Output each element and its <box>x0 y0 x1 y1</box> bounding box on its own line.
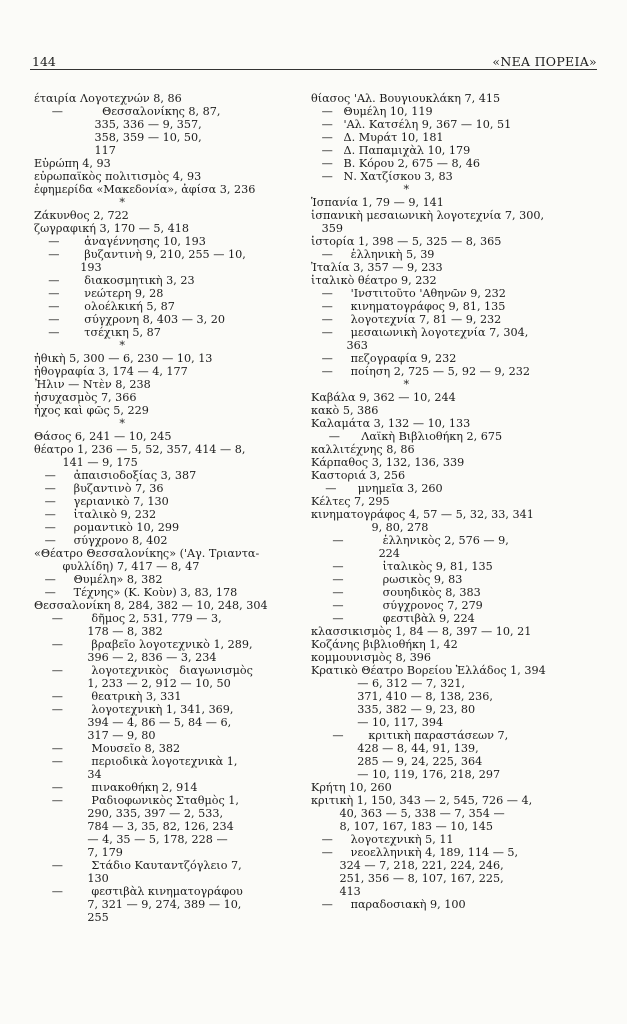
index-entry-line: Ἦλιν — Ντὲν 8, 238 <box>34 378 151 391</box>
index-entry-line: 324 — 7, 218, 221, 224, 246, <box>311 859 504 872</box>
index-entry-line: — Στάδιο Καυταντζόγλειο 7, <box>34 859 242 872</box>
index-entry-line: 428 — 8, 44, 91, 139, <box>311 742 479 755</box>
index-entry-line: Κρατικὸ Θέατρο Βορείου Ἑλλάδος 1, 394 <box>311 664 546 677</box>
index-entry-line: — Ν. Χατζίσκου 3, 83 <box>311 170 453 183</box>
index-entry-line: — λογοτεχνικὸς διαγωνισμὸς <box>34 664 253 677</box>
index-entry-line: εὐρωπαϊκὸς πολιτισμὸς 4, 93 <box>34 170 202 183</box>
index-entry-line: Ἱσπανία 1, 79 — 9, 141 <box>311 196 444 209</box>
index-entry-line: — νεώτερη 9, 28 <box>34 287 164 300</box>
header-rule <box>30 69 597 70</box>
index-entry-line: — ρωσικὸς 9, 83 <box>311 573 463 586</box>
index-entry-line: 285 — 9, 24, 225, 364 <box>311 755 483 768</box>
index-entry-line: θίασος 'Αλ. Βουγιουκλάκη 7, 415 <box>311 92 501 105</box>
running-title: «ΝΕΑ ΠΟΡΕΙΑ» <box>492 54 597 69</box>
index-entry-line: 251, 356 — 8, 107, 167, 225, <box>311 872 504 885</box>
index-entry-line: 34 <box>34 768 102 781</box>
index-entry-line: — βραβεῖο λογοτεχνικὸ 1, 289, <box>34 638 253 651</box>
index-entry-line: ἰταλικὸ θέατρο 9, 232 <box>311 274 437 287</box>
index-entry-line: — φεστιβὰλ 9, 224 <box>311 612 475 625</box>
index-entry-line: — διακοσμητικὴ 3, 23 <box>34 274 195 287</box>
index-entry-line: 335, 336 — 9, 357, <box>34 118 202 131</box>
index-entry-line: ἦχος καὶ φῶς 5, 229 <box>34 404 149 417</box>
index-entry-line: ἠθικὴ 5, 300 — 6, 230 — 10, 13 <box>34 352 213 365</box>
index-entry-line: 193 <box>34 261 102 274</box>
index-entry-line: Καστοριά 3, 256 <box>311 469 406 482</box>
index-entry-line: 117 <box>34 144 116 157</box>
index-entry-line: 363 <box>311 339 368 352</box>
index-entry-line: — 4, 35 — 5, 178, 228 — <box>34 833 228 846</box>
index-entry-line: ἠθογραφία 3, 174 — 4, 177 <box>34 365 188 378</box>
index-entry-line: Ζάκυνθος 2, 722 <box>34 209 129 222</box>
index-entry-line: ἱσπανικὴ μεσαιωνικὴ λογοτεχνία 7, 300, <box>311 209 545 222</box>
index-entry-line: — Τέχνης» (Κ. Κοὺν) 3, 83, 178 <box>34 586 238 599</box>
index-entry-line: — ἀναγέννησης 10, 193 <box>34 235 206 248</box>
index-entry-line: 9, 80, 278 <box>311 521 429 534</box>
index-entry-line: 394 — 4, 86 — 5, 84 — 6, <box>34 716 232 729</box>
section-separator: * <box>311 183 410 196</box>
index-entry-line: 359 <box>311 222 344 235</box>
index-entry-line: — λογοτεχνία 7, 81 — 9, 232 <box>311 313 502 326</box>
index-entry-line: — Ραδιοφωνικὸς Σταθμὸς 1, <box>34 794 239 807</box>
index-entry-line: — Θεσσαλονίκης 8, 87, <box>34 105 221 118</box>
index-entry-line: — τσέχικη 5, 87 <box>34 326 161 339</box>
index-entry-line: — Β. Κόρου 2, 675 — 8, 46 <box>311 157 480 170</box>
index-entry-line: 8, 107, 167, 183 — 10, 145 <box>311 820 493 833</box>
index-entry-line: — ἰταλικὸς 9, 81, 135 <box>311 560 493 573</box>
index-entry-line: — 10, 117, 394 <box>311 716 444 729</box>
index-entry-line: — Λαϊκὴ Βιβλιοθήκη 2, 675 <box>311 430 503 443</box>
index-entry-line: — περιοδικὰ λογοτεχνικὰ 1, <box>34 755 238 768</box>
index-entry-line: 317 — 9, 80 <box>34 729 156 742</box>
index-entry-line: ζωγραφική 3, 170 — 5, 418 <box>34 222 189 235</box>
index-entry-line: — ἑλληνικὸς 2, 576 — 9, <box>311 534 509 547</box>
index-entry-line: — θεατρικὴ 3, 331 <box>34 690 182 703</box>
index-entry-line: κλασσικισμὸς 1, 84 — 8, 397 — 10, 21 <box>311 625 532 638</box>
index-entry-line: — ποίηση 2, 725 — 5, 92 — 9, 232 <box>311 365 530 378</box>
index-entry-line: — ἀπαισιοδοξίας 3, 387 <box>34 469 197 482</box>
index-entry-line: 141 — 9, 175 <box>34 456 138 469</box>
index-entry-line: 130 <box>34 872 109 885</box>
index-entry-line: — πινακοθήκη 2, 914 <box>34 781 198 794</box>
index-entry-line: — μνημεῖα 3, 260 <box>311 482 443 495</box>
page-header <box>30 54 597 74</box>
index-entry-line: κινηματογράφος 4, 57 — 5, 32, 33, 341 <box>311 508 534 521</box>
section-separator: * <box>34 417 125 430</box>
index-entry-line: — σύγχρονη 8, 403 — 3, 20 <box>34 313 225 326</box>
index-entry-line: 290, 335, 397 — 2, 533, <box>34 807 224 820</box>
index-entry-line: — 'Ινστιτοῦτο 'Αθηνῶν 9, 232 <box>311 287 506 300</box>
index-entry-line: — 10, 119, 176, 218, 297 <box>311 768 501 781</box>
index-entry-line: ἱστορία 1, 398 — 5, 325 — 8, 365 <box>311 235 502 248</box>
index-entry-line: Κάρπαθος 3, 132, 136, 339 <box>311 456 465 469</box>
index-entry-line: Κοζάνης βιβλιοθήκη 1, 42 <box>311 638 458 651</box>
index-entry-line: 413 <box>311 885 361 898</box>
index-entry-line: — ἰταλικὸ 9, 232 <box>34 508 157 521</box>
index-entry-line: «Θέατρο Θεσσαλονίκης» ('Αγ. Τριαντα- <box>34 547 260 560</box>
index-entry-line: 7, 321 — 9, 274, 389 — 10, <box>34 898 242 911</box>
index-entry-line: — γεριανικὸ 7, 130 <box>34 495 169 508</box>
index-entry-line: έταιρία Λογοτεχνών 8, 86 <box>34 92 182 105</box>
index-entry-line: — πεζογραφία 9, 232 <box>311 352 457 365</box>
index-entry-line: — 'Αλ. Κατσέλη 9, 367 — 10, 51 <box>311 118 512 131</box>
section-separator: * <box>34 339 125 352</box>
index-entry-line: — ἑλληνικὴ 5, 39 <box>311 248 435 261</box>
index-column-right <box>311 92 593 911</box>
index-entry-line: κομμουνισμὸς 8, 396 <box>311 651 432 664</box>
index-entry-line: — σύγχρονο 8, 402 <box>34 534 168 547</box>
index-entry-line: Εὐρώπη 4, 93 <box>34 157 111 170</box>
index-entry-line: Καλαμάτα 3, 132 — 10, 133 <box>311 417 471 430</box>
index-entry-line: — φεστιβὰλ κινηματογράφου <box>34 885 243 898</box>
index-entry-line: 358, 359 — 10, 50, <box>34 131 202 144</box>
index-entry-line: Θάσος 6, 241 — 10, 245 <box>34 430 172 443</box>
index-entry-line: 371, 410 — 8, 138, 236, <box>311 690 493 703</box>
index-entry-line: Καβάλα 9, 362 — 10, 244 <box>311 391 456 404</box>
index-entry-line: Κρήτη 10, 260 <box>311 781 392 794</box>
index-entry-line: Θεσσαλονίκη 8, 284, 382 — 10, 248, 304 <box>34 599 268 612</box>
index-entry-line: — ρομαντικὸ 10, 299 <box>34 521 180 534</box>
index-entry-line: — σύγχρονος 7, 279 <box>311 599 483 612</box>
index-entry-line: καλλιτέχνης 8, 86 <box>311 443 415 456</box>
index-entry-line: ἡσυχασμὸς 7, 366 <box>34 391 137 404</box>
index-entry-line: — Θυμέλη» 8, 382 <box>34 573 163 586</box>
index-entry-line: — νεοελληνικὴ 4, 189, 114 — 5, <box>311 846 519 859</box>
index-entry-line: 40, 363 — 5, 338 — 7, 354 — <box>311 807 505 820</box>
index-entry-line: — παραδοσιακὴ 9, 100 <box>311 898 466 911</box>
index-entry-line: Κέλτες 7, 295 <box>311 495 390 508</box>
index-entry-line: — κινηματογράφος 9, 81, 135 <box>311 300 506 313</box>
index-entry-line: — 6, 312 — 7, 321, <box>311 677 465 690</box>
index-entry-line: — ολοέλκική 5, 87 <box>34 300 175 313</box>
section-separator: * <box>34 196 125 209</box>
index-entry-line: — λογοτεχνικὴ 1, 341, 369, <box>34 703 234 716</box>
index-column-left <box>34 92 304 924</box>
index-entry-line: — Μουσεῖο 8, 382 <box>34 742 181 755</box>
index-entry-line: ἐφημερίδα «Μακεδονία», ἀφίσα 3, 236 <box>34 183 256 196</box>
index-entry-line: κριτικὴ 1, 150, 343 — 2, 545, 726 — 4, <box>311 794 533 807</box>
index-entry-line: κακὸ 5, 386 <box>311 404 379 417</box>
section-separator: * <box>311 378 410 391</box>
index-entry-line: 335, 382 — 9, 23, 80 <box>311 703 476 716</box>
index-entry-line: — βυζαντινὴ 9, 210, 255 — 10, <box>34 248 246 261</box>
index-entry-line: — Δ. Μυράτ 10, 181 <box>311 131 444 144</box>
index-entry-line: — βυζαντινὸ 7, 36 <box>34 482 164 495</box>
index-entry-line: — μεσαιωνικὴ λογοτεχνία 7, 304, <box>311 326 529 339</box>
index-entry-line: 396 — 2, 836 — 3, 234 <box>34 651 217 664</box>
index-entry-line: — Δ. Παπαμιχὰλ 10, 179 <box>311 144 471 157</box>
index-entry-line: — σουηδικὸς 8, 383 <box>311 586 481 599</box>
index-entry-line: φυλλίδη) 7, 417 — 8, 47 <box>34 560 200 573</box>
index-entry-line: — δῆμος 2, 531, 779 — 3, <box>34 612 222 625</box>
index-entry-line: 7, 179 <box>34 846 123 859</box>
index-entry-line: — λογοτεχνικὴ 5, 11 <box>311 833 454 846</box>
page-number: 144 <box>32 54 56 69</box>
index-entry-line: 224 <box>311 547 400 560</box>
index-entry-line: — κριτικὴ παραστάσεων 7, <box>311 729 509 742</box>
index-entry-line: θέατρο 1, 236 — 5, 52, 357, 414 — 8, <box>34 443 246 456</box>
index-entry-line: Ἰταλία 3, 357 — 9, 233 <box>311 261 443 274</box>
index-entry-line: 784 — 3, 35, 82, 126, 234 <box>34 820 234 833</box>
index-entry-line: 178 — 8, 382 <box>34 625 163 638</box>
index-entry-line: 255 <box>34 911 109 924</box>
index-entry-line: — Θυμέλη 10, 119 <box>311 105 433 118</box>
index-entry-line: 1, 233 — 2, 912 — 10, 50 <box>34 677 231 690</box>
